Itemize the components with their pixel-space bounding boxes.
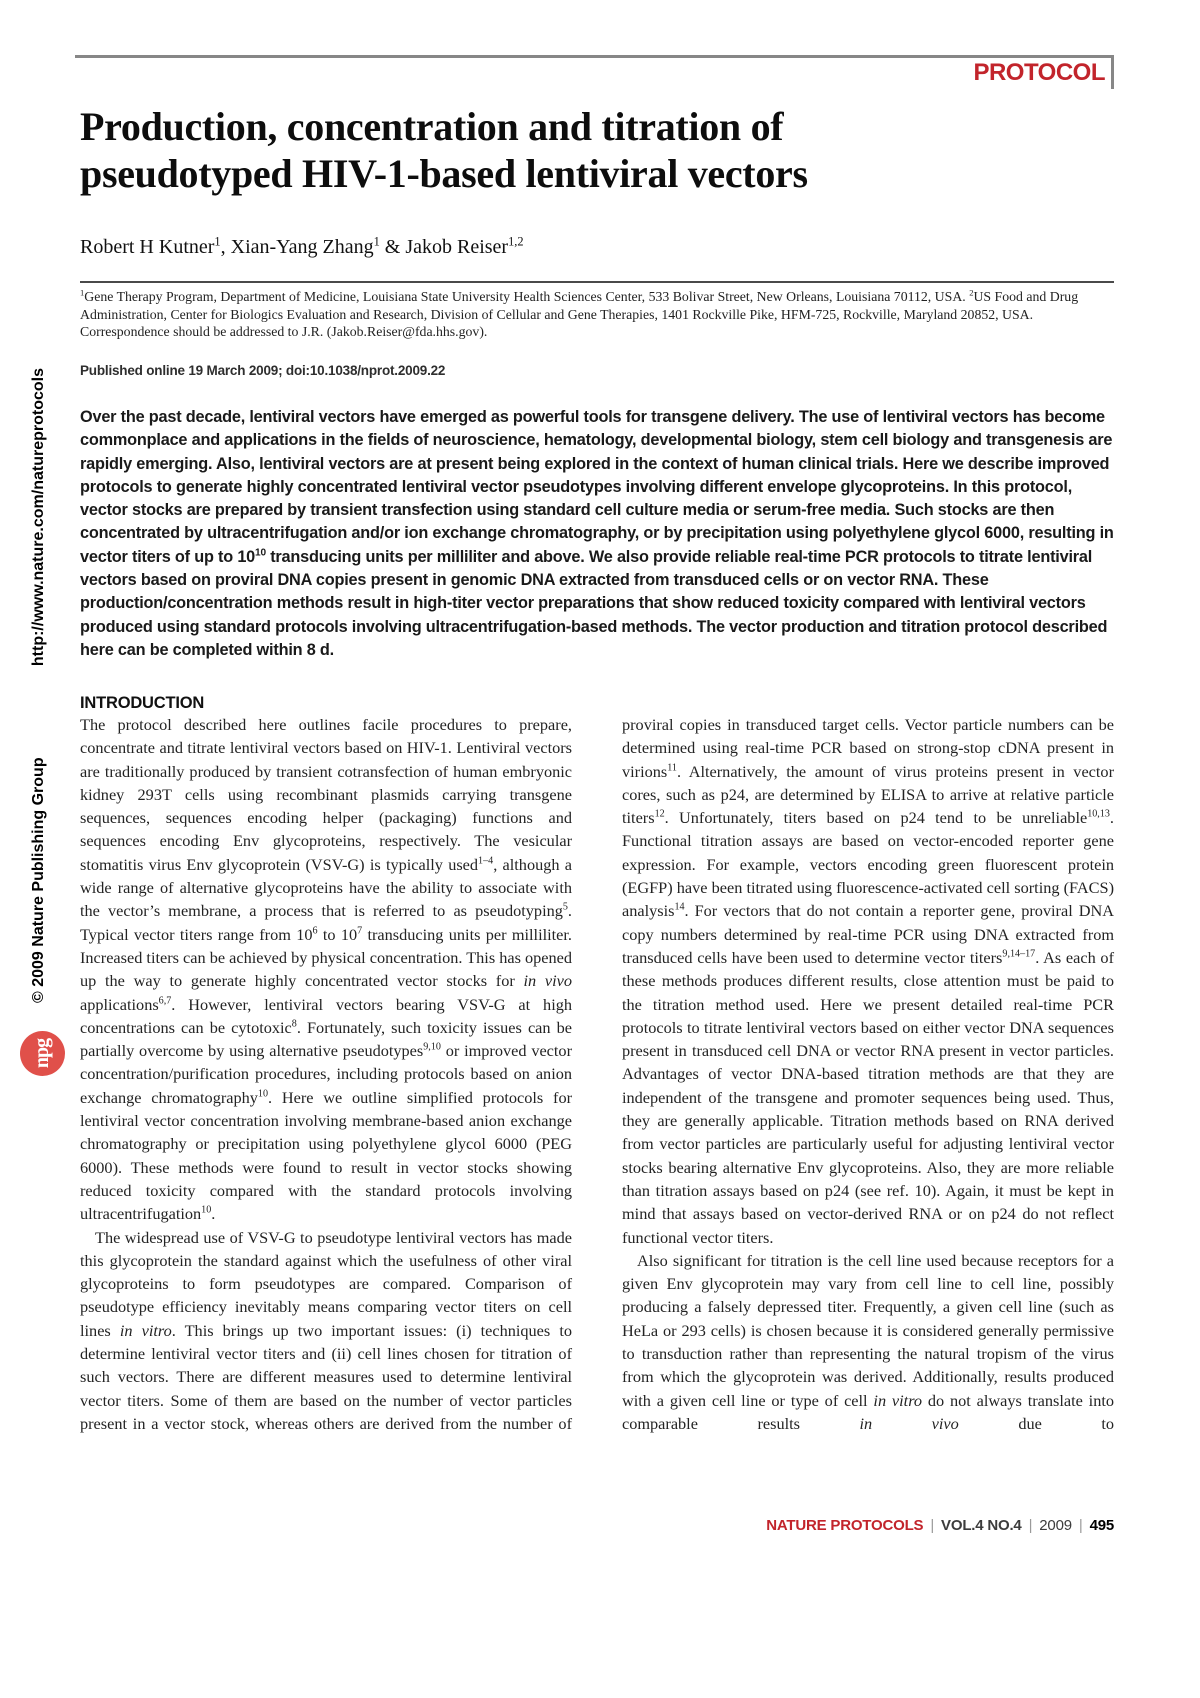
npg-logo [20, 1031, 65, 1076]
affiliation-rule [80, 281, 1114, 283]
authors-line: Robert H Kutner$^1$, Xian-Yang Zhang$^1$ & Jakob Reiser$^{1,2}$ [80, 234, 524, 258]
introduction-heading: INTRODUCTION [80, 694, 205, 712]
corner-bar [1111, 55, 1114, 89]
published-line: Published online 19 March 2009; doi:10.1038/nprot.2009.22 [80, 363, 446, 378]
footer-separator: | [1028, 1517, 1033, 1534]
intro-left-column [80, 713, 572, 1435]
protocol-kicker: PROTOCOL [973, 59, 1105, 86]
intro-right-column [622, 713, 1114, 1435]
body-paragraph: proviral copies in transduced target cells. Vector particle numbers can be determined using real-time PCR based on strong-stop cDNA present in virions$^{11}$. Alternatively, the amount of virus proteins present in vector cores, such as p24, are determined by ELISA to arrive at relative particle titers$^{12}$. Unfortunately, titers based on p24 tend to be unreliable$^{10,13}$. Functional titration assays are based on vector-encoded reporter gene expression. For example, vectors encoding green fluorescent protein (EGFP) have been titrated using fluorescence-activated cell sorting (FACS) analysis$^{14}$. For vectors that do not contain a reporter gene, proviral DNA copy numbers determined by real-time PCR using DNA extracted from transduced cells have been used to determine vector titers$^{9,14-17}$. As each of these methods produces different results, close attention must be paid to the titration method used. Here we present detailed real-time PCR protocols to titrate lentiviral vectors based on either vector DNA sequences present in transduced cell DNA or vector RNA present in vector particles. Advantages of vector DNA-based titration methods are that they are independent of the transgene and promoter sequences being used. Thus, they are generally applicable. Titration methods based on RNA derived from vector particles are particularly useful for adjusting lentiviral vector stocks bearing alternative Env glycoproteins. Also, they are more reliable than titration assays based on p24 (see ref. 10). Again, it must be kept in mind that assays based on vector-derived RNA or on p24 do not reflect functional vector titers. [622, 715, 1114, 1247]
footer-separator: | [1078, 1517, 1083, 1534]
affiliation-text: $^1$Gene Therapy Program, Department of Medicine, Louisiana State University Health Sciences Center, 533 Bolivar Street, New Orleans, Louisiana 70112, USA. $^2$US Food and Drug Administration, Center for Biologics Evaluation and Research, Division of Cellular and Gene Therapies, 1401 Rockville Pike, HFM-725, Rockville, Maryland 20852, USA. Correspondence should be addressed to J.R. (Jakob.Reiser@fda.hhs.gov). [80, 287, 1079, 340]
body-columns [80, 713, 1114, 1435]
page-number: 495 [1089, 1517, 1114, 1534]
body-paragraph: Also significant for titration is the cell line used because receptors for a given Env glycoprotein may vary from cell line to cell line, possibly producing a falsely depressed titer. Frequently, a given cell line (such as HeLa or 293 cells) is chosen because it is considered generally permissive to transduction rather than representing the natural tropism of the virus from which the glycoprotein was derived. Additionally, results produced with a given cell line or type of cell in vitro do not always translate into comparable results in vivo due to [622, 1250, 1115, 1433]
paper-title-line2: pseudotyped HIV-1-based lentiviral vectors [80, 151, 808, 196]
sidebar-copyright [30, 368, 48, 1003]
footer-line [600, 1517, 1114, 1534]
abstract-text: Over the past decade, lentiviral vectors have emerged as powerful tools for transgene delivery. The use of lentiviral vectors has become commonplace and applications in the fields of neuroscience, hematology, developmental biology, stem cell biology and transgenesis are rapidly emerging. Also, lentiviral vectors are at present being explored in the context of human clinical trials. Here we describe improved protocols to generate highly concentrated lentiviral vector pseudotypes involving different envelope glycoproteins. In this protocol, vector stocks are prepared by transient transfection using standard cell culture media or serum-free media. Such stocks are then concentrated by ultracentrifugation and/or ion exchange chromatography, or by precipitation using polyethylene glycol 6000, resulting in vector titers of up to $10^{10}$ transducing units per milliliter and above. We also provide reliable real-time PCR protocols to titrate lentiviral vectors based on proviral DNA copies present in genomic DNA extracted from transduced cells or on vector RNA. These production/concentration methods result in high-titer vector preparations that show reduced toxicity compared with lentiviral vectors produced using standard protocols involving ultracentrifugation-based methods. The vector production and titration protocol described here can be completed within 8 d. [80, 408, 1114, 659]
paper-title-line1: Production, concentration and titration of [80, 104, 784, 149]
body-paragraph: The protocol described here outlines facile procedures to prepare, concentrate and titrate lentiviral vectors based on HIV-1. Lentiviral vectors are traditionally produced by transient cotransfection of human embryonic kidney 293T cells using recombinant plasmids carrying transgene sequences, sequences encoding helper (packaging) functions and sequences encoding Env glycoproteins, respectively. The vesicular stomatitis virus Env glycoprotein (VSV-G) is typically used$^{1-4}$, although a wide range of alternative glycoproteins have the ability to associate with the vector’s membrane, a process that is referred to as pseudotyping$^5$. Typical vector titers range from $10^6$ to $10^7$ transducing units per milliliter. Increased titers can be achieved by physical concentration. This has opened up the way to generate highly concentrated vector stocks for in vivo applications$^{6,7}$. However, lentiviral vectors bearing VSV-G at high concentrations can be cytotoxic$^8$. Fortunately, such toxicity issues can be partially overcome by using alternative pseudotypes$^{9,10}$ or improved vector concentration/purification procedures, including protocols based on anion exchange chromatography$^{10}$. Here we outline simplified protocols for lentiviral vector concentration involving membrane-based anion exchange chromatography or precipitation using polyethylene glycol 6000 (PEG 6000). These methods were found to result in vector stocks showing reduced toxicity compared with the standard protocols involving ultracentrifugation$^{10}$. [80, 715, 573, 1224]
top-rule [75, 55, 1114, 58]
body-paragraph: The widespread use of VSV-G to pseudotype lentiviral vectors has made this glycoprotein the standard against which the usefulness of other viral glycoproteins to form pseudotypes are compared. Comparison of pseudotype efficiency inevitably means comparing vector titers on cell lines in vitro. This brings up two important issues: (i) techniques to determine lentiviral vector titers and (ii) cell lines chosen for titration of such vectors. There are different measures used to determine lentiviral vector titers. Some of them are based on the number of vector particles present in a vector stock, whereas others are derived from the number of [80, 1227, 572, 1433]
paper-title [80, 103, 1020, 197]
volume-number: VOL.4 NO.4 [941, 1517, 1022, 1534]
sidebar-url-text: http://www.nature.com/natureprotocols [30, 368, 47, 667]
footer-separator: | [930, 1517, 935, 1534]
npg-logo-text: npg [31, 1038, 53, 1069]
journal-name: NATURE PROTOCOLS [766, 1517, 924, 1534]
sidebar-copyright-text: © 2009 Nature Publishing Group [30, 757, 47, 1003]
year-label: 2009 [1039, 1517, 1072, 1534]
